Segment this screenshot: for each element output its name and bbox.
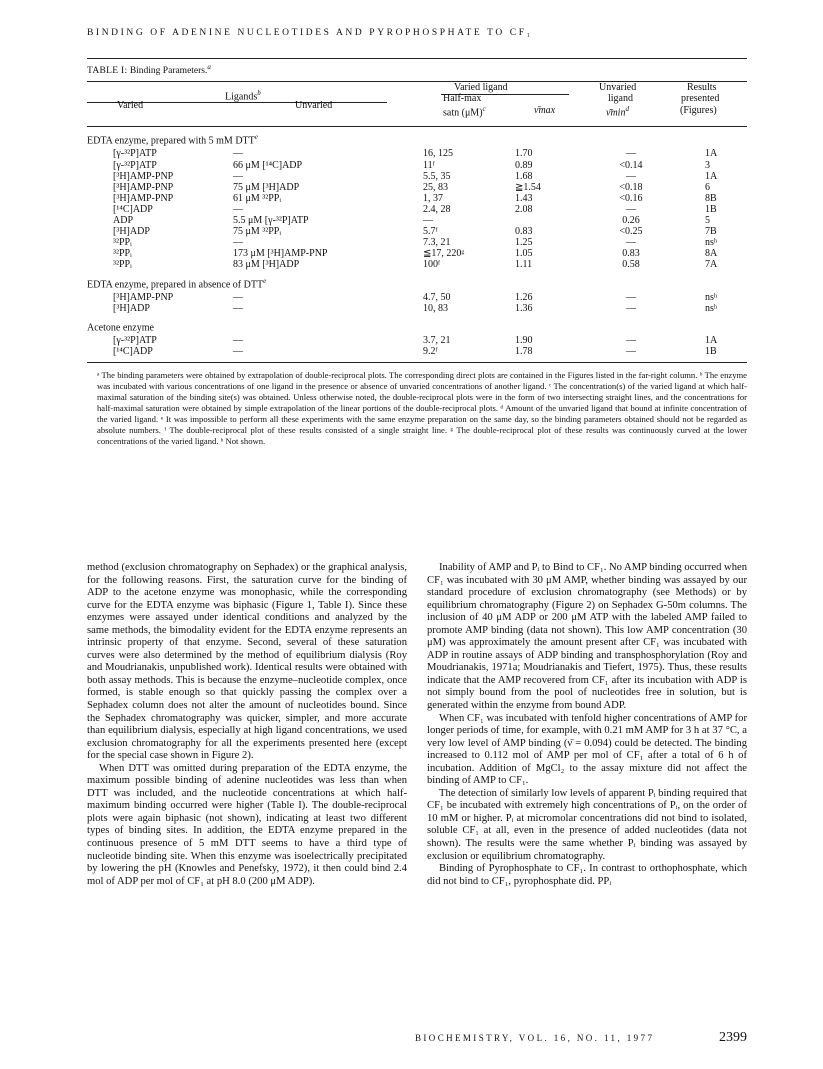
cell-vmax: 1.90 xyxy=(515,335,533,347)
cell-results: 1B xyxy=(705,203,717,215)
header-presented: presented xyxy=(681,93,720,105)
header-figures: (Figures) xyxy=(680,105,717,117)
body-paragraph: Inability of AMP and Pᵢ to Bind to CF₁. No AMP binding occurred when CF₁ was incubated with 30 μM AMP, whether binding was assayed by our standard procedure of exclusion chromatography (see Methods) or by equilibrium chromatography (Figure 2) on Sephadex G-50m columns. The inclusion of 40 μM ADP or 200 μM ATP with the labeled AMP failed to promote AMP binding (data not shown). This low AMP concentration (30 μM) was approximately the amount present after CF₁ was incubated with ADP in routine assays of ADP binding and transphosphorylation (Roy and Moudrianakis, 1971a; Moudrianakis and Tiefert, 1975). Thus, these results indicate that the AMP recovered from CF₁ after its incubation with ADP is not simply bound from the pool of nucleotides free in solution, but is generated within the enzyme from bound ADP. xyxy=(427,562,747,712)
table-section-title: EDTA enzyme, prepared with 5 mM DTT$^e$ xyxy=(87,133,258,147)
table-row xyxy=(87,303,747,314)
table-caption-mark: a xyxy=(207,63,211,71)
table-row xyxy=(87,171,747,182)
table-row xyxy=(87,193,747,204)
table-row xyxy=(87,335,747,346)
table-section-title: EDTA enzyme, prepared in absence of DTT$^e$ xyxy=(87,276,267,290)
cell-half-max: 11ᶠ xyxy=(423,159,435,171)
table-row xyxy=(87,204,747,215)
cell-unvaried: 5.5 μM [γ-³²P]ATP xyxy=(233,215,309,227)
cell-varied: [³H]AMP-PNP xyxy=(113,170,174,182)
cell-unvaried: — xyxy=(233,203,243,215)
table-body xyxy=(87,127,747,357)
table-caption-label: TABLE I: xyxy=(87,66,128,77)
cell-vmax xyxy=(515,215,589,226)
cell-unvaried: 75 μM [³H]ADP xyxy=(233,181,300,193)
cell-results: 1B xyxy=(705,346,717,358)
cell-varied: [³H]ADP xyxy=(113,226,150,238)
cell-varied: ³²PPᵢ xyxy=(113,248,132,260)
cell-vmin: <0.14 xyxy=(619,159,643,171)
table-header xyxy=(87,82,747,126)
cell-half-max: 9.2ᶠ xyxy=(423,346,438,358)
body-paragraph: When DTT was omitted during preparation of the EDTA enzyme, the maximum possible binding of adenine nucleotides was less than when DTT was included, and the nucleotide concentrations at which half-maximum binding occurred were higher (Table I). The double-reciprocal plots were again biphasic (not shown), indicating at least two different types of binding sites. In addition, the EDTA enzyme prepared in the continuous presence of 5 mM DTT seems to have a third type of nucleotide binding site. When this enzyme was isoelectrically precipitated by lowering the pH (Knowles and Penefsky, 1972), it then could bind 2.4 mol of ADP per mol of CF₁ at pH 8.0 (200 μM ADP). xyxy=(87,762,407,887)
cell-vmax: ≧1.54 xyxy=(515,181,541,193)
cell-results: nsʰ xyxy=(705,302,718,314)
body-paragraph: The detection of similarly low levels of apparent Pᵢ binding required that CF₁ be incubated with extremely high concentrations of Pᵢ, on the order of 10 mM or higher. Pᵢ at micromolar concentrations did not bind to isolated, soluble CF₁ at all, even in the presence of added nucleotides (data not shown). The results were the same whether Pᵢ binding was assayed by exclusion or equilibrium chromatography. xyxy=(427,787,747,862)
cell-half-max: 7.3, 21 xyxy=(423,237,451,249)
cell-vmax: 1.78 xyxy=(515,346,533,358)
cell-vmin: <0.16 xyxy=(619,192,643,204)
cell-unvaried: — xyxy=(233,148,243,160)
cell-results: 8A xyxy=(705,248,718,260)
cell-varied: [³H]AMP-PNP xyxy=(113,291,174,303)
page-number: 2399 xyxy=(719,1030,747,1045)
cell-unvaried: 66 μM [¹⁴C]ADP xyxy=(233,159,303,171)
cell-vmax: 1.11 xyxy=(515,259,533,271)
cell-varied: [¹⁴C]ADP xyxy=(113,203,153,215)
cell-vmin: — xyxy=(626,170,636,182)
header-results: Results xyxy=(687,82,717,94)
cell-vmax: 1.36 xyxy=(515,302,533,314)
table-row xyxy=(87,182,747,193)
cell-half-max: — xyxy=(423,215,433,227)
header-ligands: Ligands$^b$ xyxy=(225,89,261,103)
cell-results: 1A xyxy=(705,170,718,182)
cell-results: 3 xyxy=(705,159,710,171)
table-row xyxy=(87,148,747,159)
cell-half-max: 2.4, 28 xyxy=(423,203,451,215)
cell-unvaried: 61 μM ³²PPᵢ xyxy=(233,192,282,204)
table-row xyxy=(87,160,747,171)
table-row xyxy=(87,259,747,270)
cell-unvaried: 83 μM [³H]ADP xyxy=(233,259,300,271)
body-paragraph: Binding of Pyrophosphate to CF₁. In contrast to orthophosphate, which did not bind to CF₁, pyrophosphate did. PPᵢ xyxy=(427,863,747,887)
body-paragraph: method (exclusion chromatography on Sephadex) or the graphical analysis, for the following reasons. First, the saturation curve for the binding of ADP to the acetone enzyme was monophasic, while the corresponding curve for the EDTA enzyme was biphasic (Figure 1, Table I). Since these enzymes were assayed under identical conditions and analyzed by the same methods, the bimodality evident for the EDTA enzyme represents an intrinsic property of that enzyme. Second, several of these saturation curves were also determined by the method of equilibrium dialysis (Roy and Moudrianakis, unpublished work). Identical results were obtained with both assay methods. This is because the enzyme–nucleotide complex, once formed, is stable enough so that quickly passing the complex over a Sephadex column does not alter the amount of nucleotides bound. Since the Sephadex chromatography was quicker, simpler, and more accurate than equilibrium dialysis, especially at high ligand concentrations, we used exclusion chromatography for all the experiments presented here (except for the special case shown in Figure 2). xyxy=(87,562,407,762)
right-column xyxy=(427,562,747,888)
cell-varied: [³H]AMP-PNP xyxy=(113,192,174,204)
cell-varied: ³²PPᵢ xyxy=(113,259,132,271)
cell-half-max: 3.7, 21 xyxy=(423,335,451,347)
table-row xyxy=(87,346,747,357)
cell-unvaried: — xyxy=(233,291,243,303)
cell-unvaried: — xyxy=(233,302,243,314)
cell-vmax: 1.43 xyxy=(515,192,533,204)
cell-varied: [γ-³²P]ATP xyxy=(113,159,157,171)
table-section-rows xyxy=(87,148,747,270)
cell-vmax: 1.68 xyxy=(515,170,533,182)
cell-half-max: 100ᶠ xyxy=(423,259,441,271)
cell-results: nsʰ xyxy=(705,291,718,303)
cell-half-max: 5.5, 35 xyxy=(423,170,451,182)
cell-unvaried: — xyxy=(233,237,243,249)
page-footer xyxy=(415,1030,747,1046)
cell-unvaried: — xyxy=(233,335,243,347)
cell-vmax: 1.25 xyxy=(515,237,533,249)
table-row xyxy=(87,215,747,226)
cell-results: 1A xyxy=(705,148,718,160)
cell-vmax: 2.08 xyxy=(515,203,533,215)
binding-parameters-table xyxy=(87,58,747,447)
table-row xyxy=(87,292,747,303)
cell-unvaried: 75 μM ³²PPᵢ xyxy=(233,226,282,238)
header-unvaried-ligand-2: ligand xyxy=(608,93,633,105)
body-text xyxy=(87,562,747,888)
cell-varied: [³H]ADP xyxy=(113,302,150,314)
cell-half-max: 25, 83 xyxy=(423,181,448,193)
header-half-max: Half-max xyxy=(443,93,482,105)
cell-vmin: <0.25 xyxy=(619,226,643,238)
cell-vmin: — xyxy=(626,335,636,347)
cell-unvaried: — xyxy=(233,346,243,358)
cell-varied: [¹⁴C]ADP xyxy=(113,346,153,358)
cell-varied: ADP xyxy=(113,215,134,227)
cell-vmin: — xyxy=(626,302,636,314)
header-vmax: ν̄max xyxy=(534,105,556,117)
table-section-title: Acetone enzyme xyxy=(87,322,154,334)
table-row xyxy=(87,237,747,248)
cell-varied: [γ-³²P]ATP xyxy=(113,335,157,347)
cell-vmin: <0.18 xyxy=(619,181,643,193)
cell-results: nsʰ xyxy=(705,237,718,249)
cell-half-max: 4.7, 50 xyxy=(423,291,451,303)
table-caption-text: Binding Parameters. xyxy=(129,66,208,77)
table-row xyxy=(87,226,747,237)
header-unvaried-ligand: Unvaried xyxy=(599,82,637,94)
table-footnotes: ᵃ The binding parameters were obtained by extrapolation of double-reciprocal plots. The corresponding direct plots are contained in the Figures listed in the far-right column. ᵇ The enzyme was incubated with various concentrations of one ligand in the presence or absence of unvaried concentrations of another ligand. ᶜ The concentration(s) of the varied ligand at which half-maximal saturation of the binding site(s) was obtained. Unless otherwise noted, the double-reciprocal plots were in the form of two intersecting straight lines, and the concentrations for half-maximal saturation were obtained by simple extrapolation of the linear portions of the double-reciprocal plots. ᵈ Amount of the unvaried ligand that bound at infinite concentration of the varied ligand. ᵉ It was impossible to perform all these experiments with the same enzyme preparation on the same day, so the binding parameters obtained should not be regarded as absolute numbers. ᶠ The double-reciprocal plot of these results consisted of a single straight line. ᵍ The double-reciprocal plot of these results was continuously curved at the lower concentrations of the varied ligand. ʰ Not shown. xyxy=(97,369,747,446)
cell-varied: [γ-³²P]ATP xyxy=(113,148,157,160)
cell-results: 5 xyxy=(705,215,710,227)
cell-vmax: 1.70 xyxy=(515,148,533,160)
cell-vmax: 1.26 xyxy=(515,291,533,303)
cell-vmin: — xyxy=(626,291,636,303)
cell-vmin: 0.83 xyxy=(622,248,640,260)
cell-varied: ³²PPᵢ xyxy=(113,237,132,249)
cell-vmax: 0.83 xyxy=(515,226,533,238)
cell-half-max: 10, 83 xyxy=(423,302,448,314)
header-unvaried: Unvaried xyxy=(295,100,333,112)
cell-vmin: 0.26 xyxy=(622,215,640,227)
cell-vmin: — xyxy=(626,148,636,160)
header-varied-ligand: Varied ligand xyxy=(454,82,508,94)
table-section-rows xyxy=(87,292,747,314)
cell-results: 1A xyxy=(705,335,718,347)
table-caption xyxy=(87,59,747,81)
running-head: BINDING OF ADENINE NUCLEOTIDES AND PYROPHOSPHATE TO CF₁ xyxy=(87,28,533,38)
table-row xyxy=(87,248,747,259)
cell-results: 7A xyxy=(705,259,718,271)
cell-results: 6 xyxy=(705,181,710,193)
journal-citation: BIOCHEMISTRY, VOL. 16, NO. 11, 1977 xyxy=(415,1033,655,1043)
cell-half-max: 16, 125 xyxy=(423,148,453,160)
body-paragraph: When CF₁ was incubated with tenfold higher concentrations of AMP for longer periods of time, for example, with 0.21 mM AMP for 3 h at 37 °C, a very low level of AMP binding (ν̄ = 0.094) could be detected. The binding increased to 0.112 mol of AMP per mol of CF₁ after a total of 6 h of incubation. Addition of MgCl₂ to the assay mixture did not affect the binding of AMP to CF₁. xyxy=(427,712,747,787)
cell-results: 8B xyxy=(705,192,717,204)
left-column xyxy=(87,562,407,888)
cell-half-max: ≦17, 220ᵍ xyxy=(423,248,465,260)
cell-unvaried: — xyxy=(233,170,243,182)
header-half-max-units: satn $(\mu M)^c$ xyxy=(443,105,486,119)
cell-vmax: 0.89 xyxy=(515,159,533,171)
table-section-rows xyxy=(87,335,747,357)
header-vmin: $\nū\min^d$ xyxy=(606,105,629,119)
cell-half-max: 5.7ᶠ xyxy=(423,226,438,238)
cell-vmin: — xyxy=(626,237,636,249)
header-varied: Varied xyxy=(117,100,144,112)
cell-varied: [³H]AMP-PNP xyxy=(113,181,174,193)
cell-half-max: 1, 37 xyxy=(423,192,443,204)
cell-vmin: 0.58 xyxy=(622,259,640,271)
cell-results: 7B xyxy=(705,226,717,238)
cell-vmin: — xyxy=(626,203,636,215)
cell-vmin: — xyxy=(626,346,636,358)
cell-vmax: 1.05 xyxy=(515,248,533,260)
cell-unvaried: 173 μM [³H]AMP-PNP xyxy=(233,248,328,260)
